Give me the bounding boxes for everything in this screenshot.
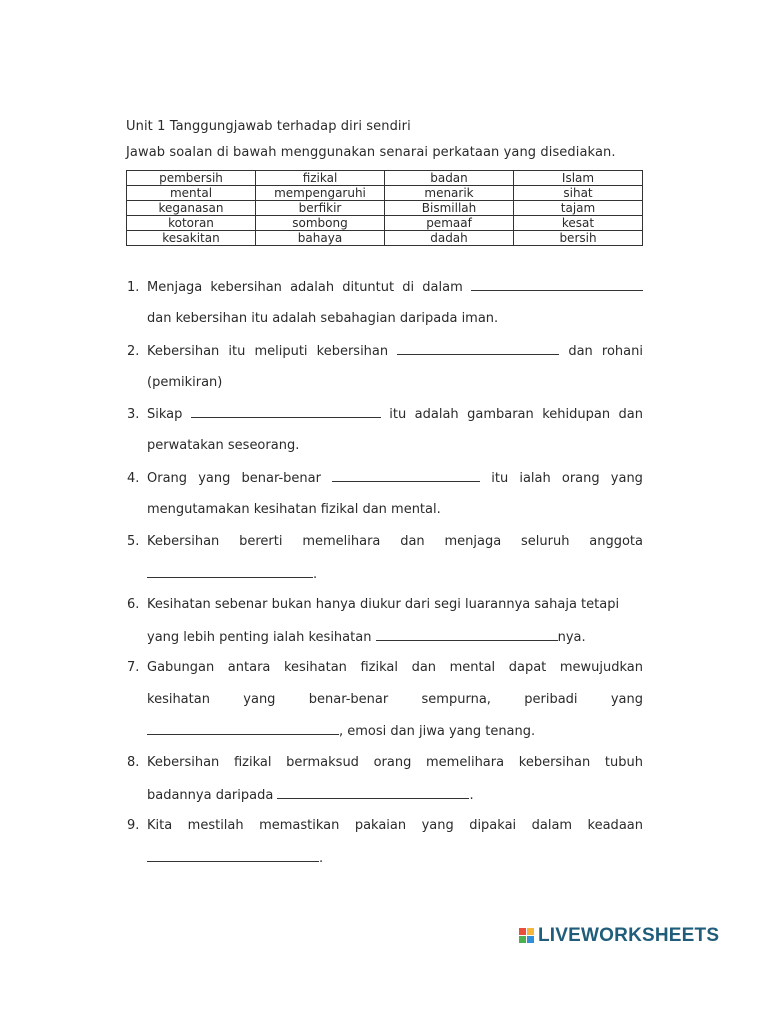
word-cell: bahaya	[256, 231, 385, 246]
question-number: 5.	[127, 534, 140, 549]
logo-text: LIVEWORKSHEETS	[538, 925, 720, 946]
word-cell: kesakitan	[127, 231, 256, 246]
question-number: 3.	[127, 407, 140, 422]
question-number: 7.	[127, 660, 140, 675]
question-4-line-2: mengutamakan kesihatan fizikal dan mental.	[147, 502, 441, 517]
question-8: 8. Kebersihan fizikal bermaksud orang memelihara kebersihan tubuh	[127, 755, 643, 770]
question-number: 4.	[127, 471, 140, 486]
word-cell: keganasan	[127, 201, 256, 216]
word-cell: sihat	[514, 186, 643, 201]
question-3-line-2: perwatakan seseorang.	[147, 438, 300, 453]
question-number: 1.	[127, 280, 140, 295]
word-cell: mental	[127, 186, 256, 201]
logo-square	[527, 936, 534, 943]
question-9-line-2: .	[127, 849, 663, 868]
word-bank-table	[126, 170, 643, 246]
question-6: 6. Kesihatan sebenar bukan hanya diukur dari segi luarannya sahaja tetapi	[127, 597, 620, 612]
worksheet-instruction: Jawab soalan di bawah menggunakan senarai perkataan yang disediakan.	[126, 145, 616, 160]
question-4: 4. Orang yang benar-benar itu ialah orang yang	[127, 471, 643, 486]
table-row	[127, 186, 643, 201]
word-cell: kesat	[514, 216, 643, 231]
question-number: 8.	[127, 755, 140, 770]
question-8-line-2: badannya daripada .	[147, 788, 474, 803]
answer-blank-2[interactable]	[397, 342, 559, 355]
table-row	[127, 201, 643, 216]
question-1: 1. Menjaga kebersihan adalah dituntut di dalam	[127, 278, 643, 297]
logo-square	[519, 928, 526, 935]
answer-blank-6[interactable]	[376, 628, 558, 641]
logo-square	[519, 936, 526, 943]
logo-square	[527, 928, 534, 935]
word-cell: dadah	[385, 231, 514, 246]
question-7-line-2: kesihatan yang benar-benar sempurna, peribadi yang	[147, 692, 643, 707]
word-cell: Bismillah	[385, 201, 514, 216]
question-6-line-2: yang lebih penting ialah kesihatan nya.	[147, 630, 586, 645]
liveworksheets-logo-icon	[519, 928, 535, 944]
word-cell: bersih	[514, 231, 643, 246]
question-1-line-2: dan kebersihan itu adalah sebahagian daripada iman.	[147, 311, 499, 326]
word-cell: sombong	[256, 216, 385, 231]
word-cell: mempengaruhi	[256, 186, 385, 201]
liveworksheets-logo	[519, 925, 719, 947]
word-cell: kotoran	[127, 216, 256, 231]
word-cell: pemaaf	[385, 216, 514, 231]
answer-blank-9[interactable]	[147, 849, 319, 862]
question-9: 9. Kita mestilah memastikan pakaian yang dipakai dalam keadaan	[127, 818, 643, 833]
question-2: 2. Kebersihan itu meliputi kebersihan dan rohani	[127, 344, 643, 359]
answer-blank-1[interactable]	[471, 278, 643, 291]
question-number: 6.	[127, 597, 140, 612]
question-3: 3. Sikap itu adalah gambaran kehidupan dan	[127, 407, 643, 422]
word-cell: menarik	[385, 186, 514, 201]
word-cell: badan	[385, 171, 514, 186]
answer-blank-7[interactable]	[147, 722, 339, 735]
word-cell: Islam	[514, 171, 643, 186]
question-7-line-3: , emosi dan jiwa yang tenang.	[127, 722, 663, 741]
answer-blank-5[interactable]	[147, 565, 313, 578]
table-row	[127, 216, 643, 231]
question-2-line-2: (pemikiran)	[147, 375, 223, 390]
worksheet-title: Unit 1 Tanggungjawab terhadap diri sendiri	[126, 119, 411, 134]
answer-blank-3[interactable]	[191, 405, 381, 418]
table-row	[127, 171, 643, 186]
answer-blank-8[interactable]	[277, 786, 469, 799]
question-number: 9.	[127, 818, 140, 833]
word-cell: berfikir	[256, 201, 385, 216]
word-cell: fizikal	[256, 171, 385, 186]
word-cell: pembersih	[127, 171, 256, 186]
question-number: 2.	[127, 344, 140, 359]
question-5-line-2: .	[127, 565, 663, 584]
answer-blank-4[interactable]	[332, 469, 480, 482]
table-row	[127, 231, 643, 246]
word-cell: tajam	[514, 201, 643, 216]
question-5: 5. Kebersihan bererti memelihara dan menjaga seluruh anggota	[127, 534, 643, 549]
question-7: 7. Gabungan antara kesihatan fizikal dan mental dapat mewujudkan	[127, 660, 643, 675]
